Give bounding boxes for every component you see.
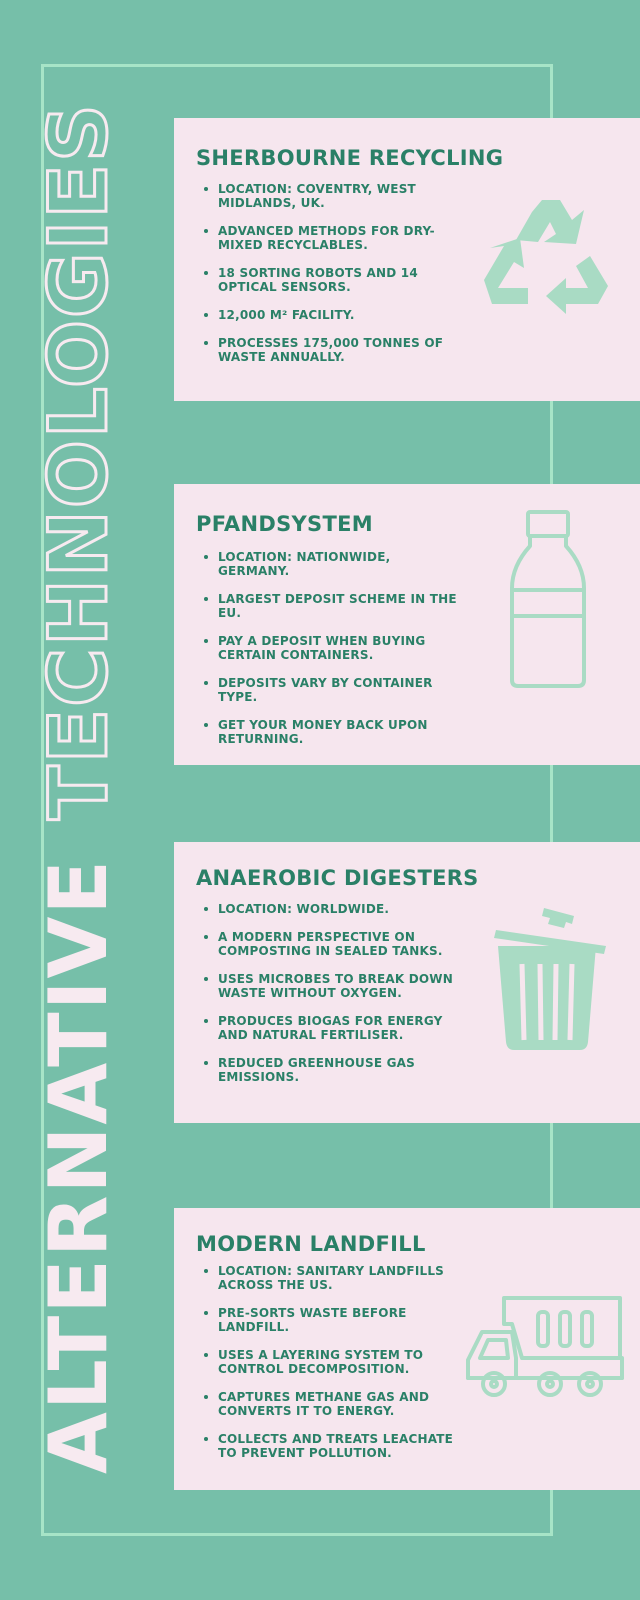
- list-item: LOCATION: NATIONWIDE, GERMANY.: [204, 550, 466, 578]
- trash-bin-icon: [492, 902, 612, 1062]
- card-heading: ANAEROBIC DIGESTERS: [196, 866, 479, 890]
- bullet-list: [204, 182, 466, 378]
- list-item: LOCATION: SANITARY LANDFILLS ACROSS THE US.: [204, 1264, 466, 1292]
- list-item: PRE-SORTS WASTE BEFORE LANDFILL.: [204, 1306, 466, 1334]
- bullet-list: [204, 1264, 466, 1474]
- dump-truck-icon: [464, 1294, 626, 1404]
- title-word-alternative: ALTERNATIVE: [32, 857, 125, 1474]
- card-heading: PFANDSYSTEM: [196, 512, 373, 536]
- bottle-icon: [510, 510, 586, 690]
- list-item: PRODUCES BIOGAS FOR ENERGY AND NATURAL FERTILISER.: [204, 1014, 466, 1042]
- vertical-title: [32, 102, 125, 1474]
- list-item: LOCATION: COVENTRY, WEST MIDLANDS, UK.: [204, 182, 466, 210]
- list-item: DEPOSITS VARY BY CONTAINER TYPE.: [204, 676, 466, 704]
- list-item: LOCATION: WORLDWIDE.: [204, 902, 466, 916]
- bullet-list: [204, 902, 466, 1098]
- title-word-technologies: TECHNOLOGIES: [32, 102, 125, 820]
- list-item: PAY A DEPOSIT WHEN BUYING CERTAIN CONTAINERS.: [204, 634, 466, 662]
- list-item: GET YOUR MONEY BACK UPON RETURNING.: [204, 718, 466, 746]
- list-item: USES MICROBES TO BREAK DOWN WASTE WITHOUT OXYGEN.: [204, 972, 466, 1000]
- list-item: 12,000 M² FACILITY.: [204, 308, 466, 322]
- card-pfandsystem: [174, 484, 640, 765]
- list-item: USES A LAYERING SYSTEM TO CONTROL DECOMPOSITION.: [204, 1348, 466, 1376]
- bullet-list: [204, 550, 466, 760]
- list-item: REDUCED GREENHOUSE GAS EMISSIONS.: [204, 1056, 466, 1084]
- card-modern-landfill: [174, 1208, 640, 1490]
- list-item: PROCESSES 175,000 TONNES OF WASTE ANNUALLY.: [204, 336, 466, 364]
- card-anaerobic-digesters: [174, 842, 640, 1123]
- list-item: LARGEST DEPOSIT SCHEME IN THE EU.: [204, 592, 466, 620]
- list-item: CAPTURES METHANE GAS AND CONVERTS IT TO ENERGY.: [204, 1390, 466, 1418]
- recycle-icon: [476, 192, 612, 320]
- list-item: ADVANCED METHODS FOR DRY-MIXED RECYCLABLES.: [204, 224, 466, 252]
- list-item: COLLECTS AND TREATS LEACHATE TO PREVENT POLLUTION.: [204, 1432, 466, 1460]
- card-heading: MODERN LANDFILL: [196, 1232, 426, 1256]
- card-heading: SHERBOURNE RECYCLING: [196, 146, 504, 170]
- list-item: A MODERN PERSPECTIVE ON COMPOSTING IN SEALED TANKS.: [204, 930, 466, 958]
- card-sherbourne-recycling: [174, 118, 640, 401]
- list-item: 18 SORTING ROBOTS AND 14 OPTICAL SENSORS.: [204, 266, 466, 294]
